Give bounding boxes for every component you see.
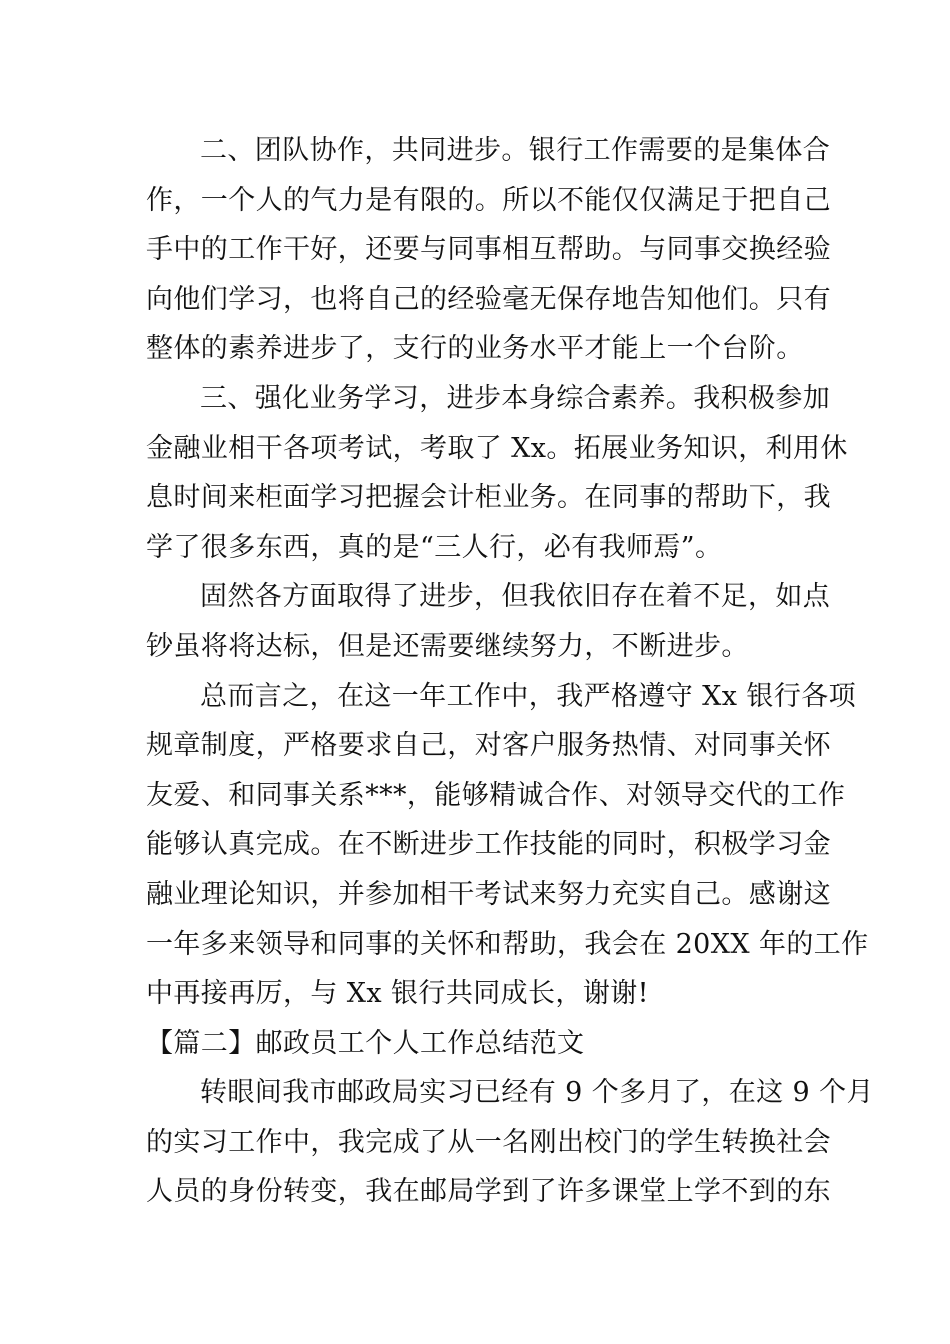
text-line: 能够认真完成。在不断进步工作技能的同时，积极学习金	[146, 829, 831, 861]
text-line: 二、团队协作，共同进步。银行工作需要的是集体合	[200, 135, 831, 166]
paragraph-team-cooperation	[146, 126, 831, 374]
text-line: 金融业相干各项考试，考取了 Xx。拓展业务知识，利用休	[146, 432, 848, 464]
text-line: 人员的身份转变，我在邮局学到了许多课堂上学不到的东	[146, 1176, 831, 1208]
text-line: 息时间来柜面学习把握会计柜业务。在同事的帮助下，我	[146, 482, 831, 514]
paragraph-shortcomings	[146, 572, 831, 671]
section-heading: 【篇二】邮政员工个人工作总结范文	[146, 1027, 585, 1059]
text-line: 中再接再厉，与 Xx 银行共同成长，谢谢!	[146, 978, 649, 1010]
text-line: 向他们学习，也将自己的经验毫无保存地告知他们。只有	[146, 283, 831, 315]
document-body	[146, 126, 874, 1217]
text-line: 融业理论知识，并参加相干考试来努力充实自己。感谢这	[146, 878, 831, 910]
text-line: 转眼间我市邮政局实习已经有 9 个多月了，在这 9 个月	[200, 1077, 874, 1109]
text-line: 学了很多东西，真的是“三人行，必有我师焉”。	[146, 531, 723, 563]
text-line: 固然各方面取得了进步，但我依旧存在着不足，如点	[200, 581, 831, 613]
text-line: 整体的素养进步了，支行的业务水平才能上一个台阶。	[146, 333, 804, 365]
text-line: 作，一个人的气力是有限的。所以不能仅仅满足于把自己	[146, 184, 831, 216]
text-line: 三、强化业务学习，进步本身综合素养。我积极参加	[200, 382, 831, 414]
text-line: 手中的工作干好，还要与同事相互帮助。与同事交换经验	[146, 234, 831, 266]
text-line: 钞虽将将达标，但是还需要继续努力，不断进步。	[146, 630, 749, 662]
paragraph-business-study	[146, 374, 848, 572]
text-line: 一年多来领导和同事的关怀和帮助，我会在 20XX 年的工作	[146, 928, 869, 960]
text-line: 总而言之，在这一年工作中，我严格遵守 Xx 银行各项	[200, 680, 857, 712]
text-line: 规章制度，严格要求自己，对客户服务热情、对同事关怀	[146, 730, 831, 762]
paragraph-conclusion	[146, 672, 869, 1019]
paragraph-postal-internship	[146, 1068, 874, 1217]
text-line: 友爱、和同事关系***，能够精诚合作、对领导交代的工作	[146, 779, 846, 811]
text-line: 的实习工作中，我完成了从一名刚出校门的学生转换社会	[146, 1126, 831, 1158]
